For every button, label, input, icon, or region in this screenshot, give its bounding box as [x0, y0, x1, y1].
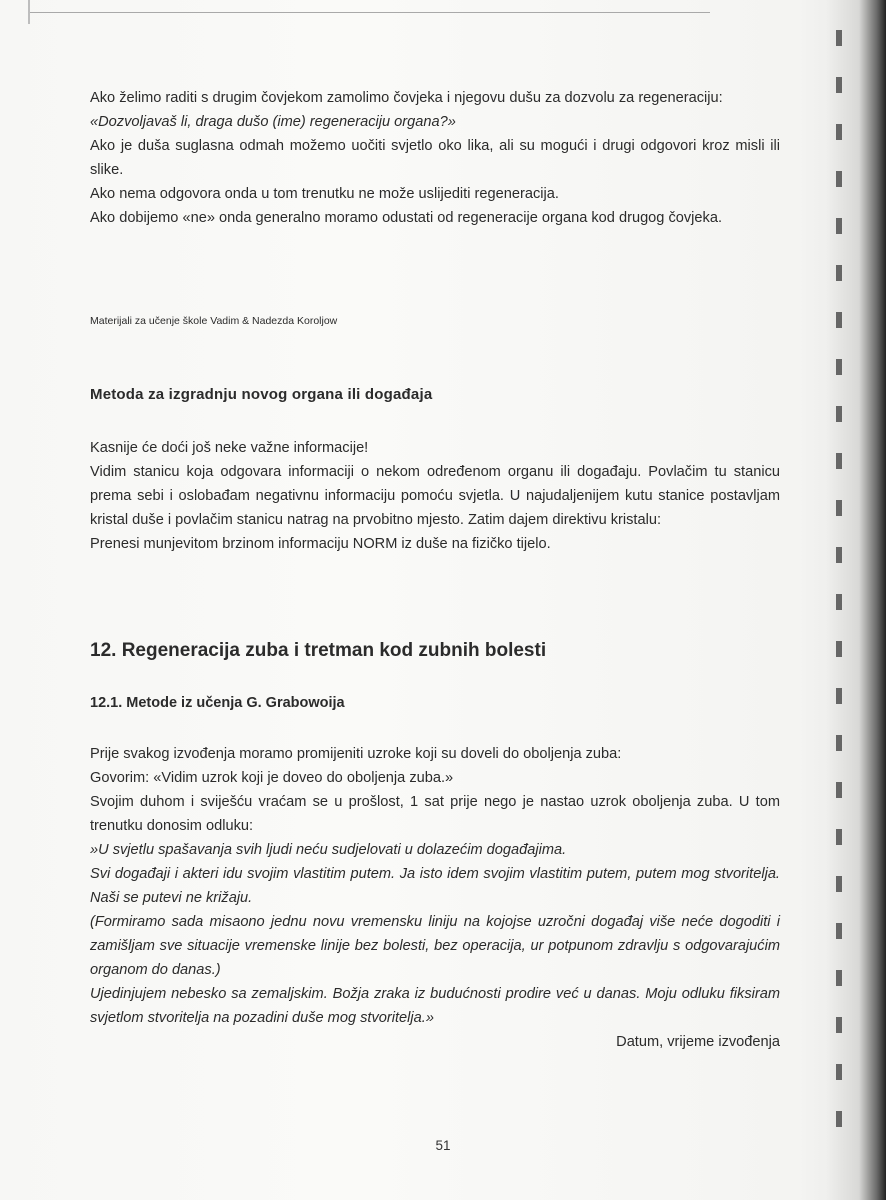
- body-italic-4: Ujedinjujem nebesko sa zemaljskim. Božja zraka iz budućnosti prodire već u danas. Moju odluku fiksiram svjetlom stvoritelja na pozadini duše mog stvoritelja.»: [90, 986, 780, 1026]
- binding-tick: [836, 124, 842, 140]
- binding-tick: [836, 1111, 842, 1127]
- binding-tick: [836, 77, 842, 93]
- body-p2: Govorim: «Vidim uzrok koji je doveo do oboljenja zuba.»: [90, 770, 454, 786]
- body-p3: Svojim duhom i sviješću vraćam se u prošlost, 1 sat prije nego je nastao uzrok oboljenja zuba. U tom trenutku donosim odluku:: [90, 794, 780, 834]
- scan-edge-mark: [28, 0, 30, 24]
- binding-tick: [836, 500, 842, 516]
- method-heading: Metoda za izgradnju novog organa ili događaja: [90, 386, 433, 403]
- source-note: Materijali za učenje škole Vadim & Nadezda Koroljow: [90, 315, 338, 327]
- intro-line-5: Ako dobijemo «ne» onda generalno moramo odustati od regeneracije organa kod drugog čovjeka.: [90, 210, 723, 226]
- method-p1: Kasnije će doći još neke važne informacije!: [90, 440, 369, 456]
- chapter-subtitle: 12.1. Metode iz učenja G. Grabowoija: [90, 695, 345, 711]
- method-body: [90, 436, 780, 556]
- binding-tick: [836, 829, 842, 845]
- chapter-title: 12. Regeneracija zuba i tretman kod zubnih bolesti: [90, 640, 547, 661]
- binding-tick: [836, 312, 842, 328]
- body-italic-1: »U svjetlu spašavanja svih ljudi neću sudjelovati u dolazećim događajima.: [90, 842, 567, 858]
- intro-line-3: Ako je duša suglasna odmah možemo uočiti svjetlo oko lika, ali su mogući i drugi odgovori kroz misli ili slike.: [90, 138, 780, 178]
- binding-ticks: [836, 30, 848, 1170]
- binding-tick: [836, 406, 842, 422]
- binding-tick: [836, 218, 842, 234]
- binding-tick: [836, 782, 842, 798]
- top-rule: [30, 12, 710, 13]
- method-p2: Vidim stanicu koja odgovara informaciji o nekom određenom organu ili događaju. Povlačim tu stanicu prema sebi i oslobađam negativnu informaciju pomoću svjetla. U najudaljenijem kutu stanice postavljam kristal duše i povlačim stanicu natrag na prvobitno mjesto. Zatim dajem direktivu kristalu:: [90, 464, 780, 528]
- intro-line-1: Ako želimo raditi s drugim čovjekom zamolimo čovjeka i njegovu dušu za dozvolu za regeneraciju:: [90, 90, 723, 106]
- binding-tick: [836, 876, 842, 892]
- body-p1: Prije svakog izvođenja moramo promijeniti uzroke koji su doveli do oboljenja zuba:: [90, 746, 622, 762]
- binding-tick: [836, 735, 842, 751]
- method-p3: Prenesi munjevitom brzinom informaciju NORM iz duše na fizičko tijelo.: [90, 536, 551, 552]
- binding-tick: [836, 923, 842, 939]
- intro-question: «Dozvoljavaš li, draga dušo (ime) regeneraciju organa?»: [90, 114, 456, 130]
- binding-tick: [836, 641, 842, 657]
- binding-tick: [836, 1064, 842, 1080]
- binding-tick: [836, 265, 842, 281]
- chapter-body: [90, 742, 780, 1054]
- method-section: [90, 386, 780, 403]
- binding-tick: [836, 688, 842, 704]
- body-italic-3: (Formiramo sada misaono jednu novu vremensku liniju na kojojse uzročni događaj više neće dogoditi i zamišljam sve situacije vremenske linije bez bolesti, bez operacija, ur potpunom zdravlju s odgovarajućim organom do danas.): [90, 914, 780, 978]
- body-italic-2: Svi događaji i akteri idu svojim vlastitim putem. Ja isto idem svojim vlastitim putem, putem mog stvoritelja. Naši se putevi ne križaju.: [90, 866, 780, 906]
- binding-tick: [836, 594, 842, 610]
- binding-tick: [836, 359, 842, 375]
- binding-tick: [836, 1017, 842, 1033]
- intro-block: [90, 86, 780, 230]
- intro-line-4: Ako nema odgovora onda u tom trenutku ne može uslijediti regeneracija.: [90, 186, 559, 202]
- page-number: 51: [435, 1138, 451, 1153]
- source-note-block: [90, 313, 780, 329]
- binding-tick: [836, 547, 842, 563]
- binding-tick: [836, 453, 842, 469]
- binding-tick: [836, 30, 842, 46]
- binding-tick: [836, 970, 842, 986]
- binding-tick: [836, 171, 842, 187]
- binding-shadow: [826, 0, 886, 1200]
- chapter-title-block: [90, 640, 780, 662]
- chapter-subtitle-block: [90, 695, 780, 711]
- body-closing: Datum, vrijeme izvođenja: [616, 1034, 780, 1050]
